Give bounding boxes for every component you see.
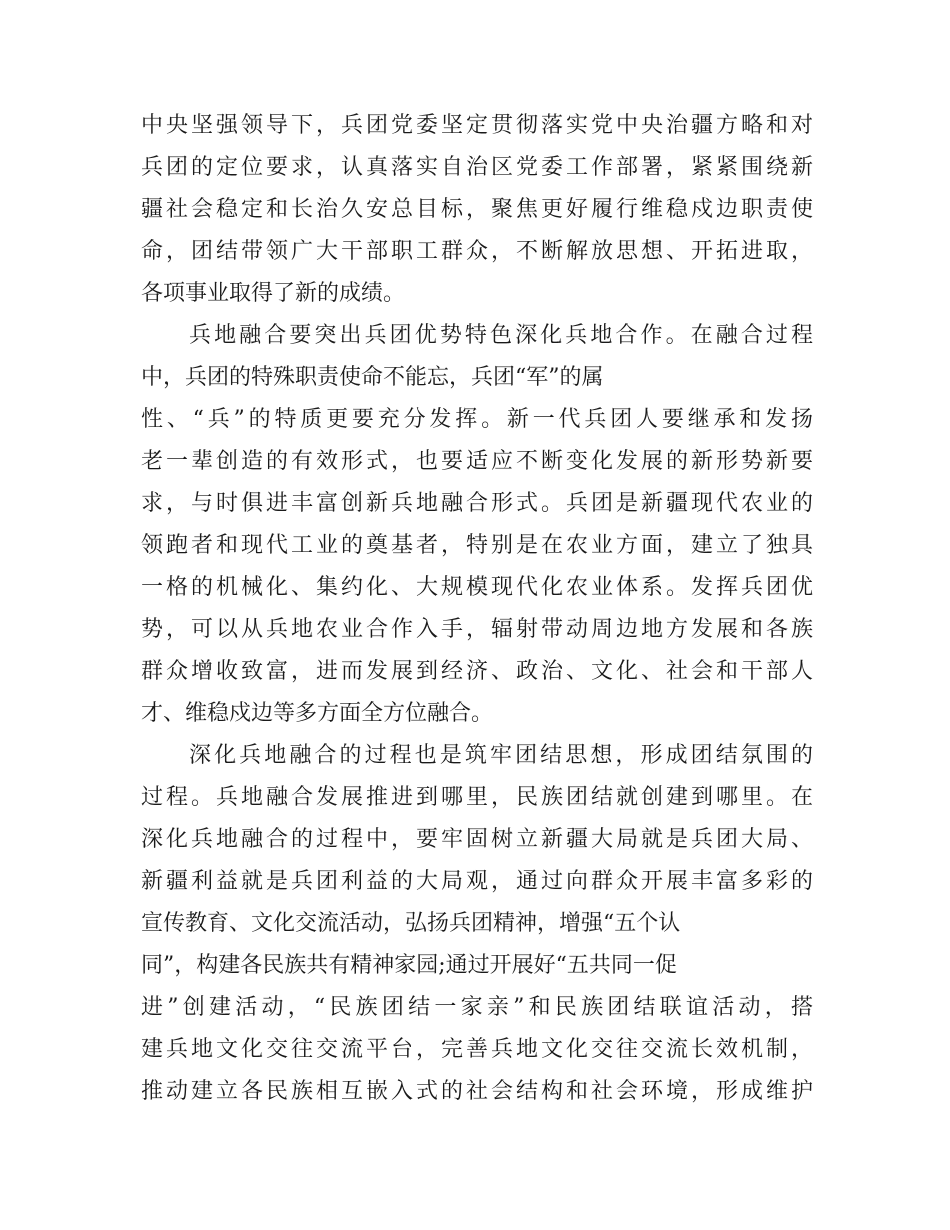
text-line: 同”，构建各民族共有精神家园;通过开展好“五共同一促	[141, 953, 677, 978]
text-line: 命，团结带领广大干部职工群众，不断解放思想、开拓进取，	[141, 239, 813, 264]
text-line: 兵团的定位要求，认真落实自治区党委工作部署，紧紧围绕新	[141, 155, 813, 180]
text-line: 一格的机械化、集约化、大规模现代化农业体系。发挥兵团优	[141, 575, 813, 600]
text-line: 兵地融合要突出兵团优势特色深化兵地合作。在融合过程	[189, 323, 813, 348]
text-line: 建兵地文化交往交流平台，完善兵地文化交往交流长效机制，	[141, 1037, 813, 1062]
text-line: 过程。兵地融合发展推进到哪里，民族团结就创建到哪里。在	[141, 785, 813, 810]
text-line: 求，与时俱进丰富创新兵地融合形式。兵团是新疆现代农业的	[141, 491, 813, 516]
text-line: 老一辈创造的有效形式，也要适应不断变化发展的新形势新要	[141, 449, 813, 474]
text-line: 群众增收致富，进而发展到经济、政治、文化、社会和干部人	[141, 659, 813, 684]
text-line: 中，兵团的特殊职责使命不能忘，兵团“军”的属	[141, 365, 604, 390]
text-line: 疆社会稳定和长治久安总目标，聚焦更好履行维稳戍边职责使	[141, 197, 813, 222]
text-line: 才、维稳戍边等多方面全方位融合。	[141, 701, 494, 726]
text-line: 深化兵地融合的过程也是筑牢团结思想，形成团结氛围的	[189, 743, 813, 768]
text-line: 深化兵地融合的过程中，要牢固树立新疆大局就是兵团大局、	[141, 827, 813, 852]
text-line: 推动建立各民族相互嵌入式的社会结构和社会环境，形成维护	[141, 1079, 813, 1104]
text-line: 势，可以从兵地农业合作入手，辐射带动周边地方发展和各族	[141, 617, 813, 642]
text-line: 各项事业取得了新的成绩。	[141, 281, 406, 306]
text-line: 新疆利益就是兵团利益的大局观，通过向群众开展丰富多彩的	[141, 869, 813, 894]
text-line: 性、“兵”的特质更要充分发挥。新一代兵团人要继承和发扬	[141, 407, 813, 432]
text-line: 进”创建活动，“民族团结一家亲”和民族团结联谊活动，搭	[141, 995, 813, 1020]
text-line: 领跑者和现代工业的奠基者，特别是在农业方面，建立了独具	[141, 533, 813, 558]
document-body	[141, 105, 813, 1113]
text-line: 宣传教育、文化交流活动，弘扬兵团精神，增强“五个认	[141, 911, 681, 936]
text-line: 中央坚强领导下，兵团党委坚定贯彻落实党中央治疆方略和对	[141, 113, 813, 138]
